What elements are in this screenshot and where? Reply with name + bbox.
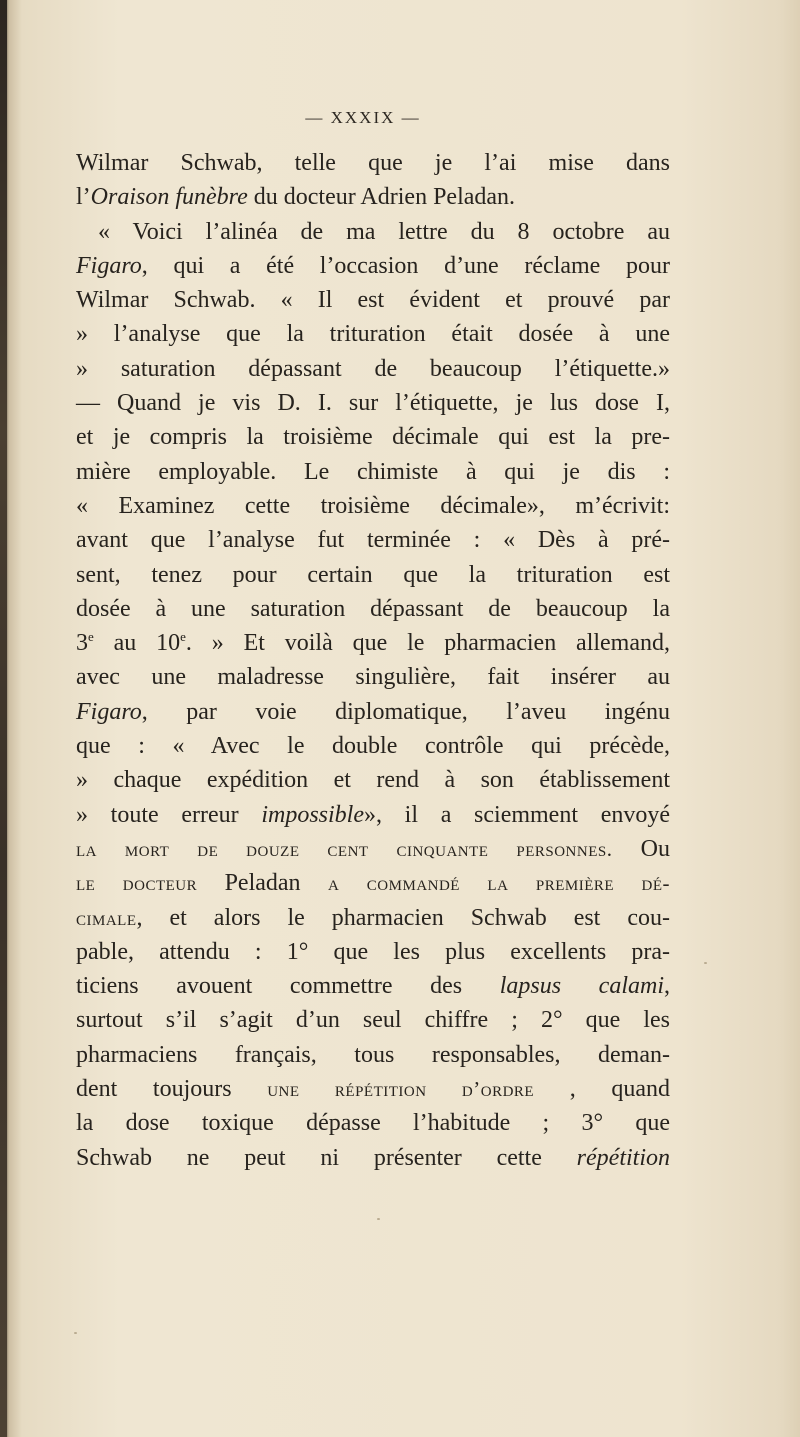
text-span: , et alors le pharmacien Schwab est cou-: [136, 904, 670, 931]
text-span: Ou: [612, 835, 670, 862]
text-line: [76, 558, 670, 592]
text-span: » saturation dépassant de beaucoup l’étiquette.»: [76, 355, 670, 382]
page-number-header: — XXXIX —: [305, 108, 421, 127]
text-line: [76, 1038, 670, 1072]
text-span: » chaque expédition et rend à son établissement: [76, 767, 670, 794]
text-line: [76, 386, 670, 420]
text-line: [76, 763, 670, 797]
text-line: [76, 969, 670, 1003]
text-span: pharmaciens français, tous responsables, deman-: [76, 1041, 670, 1068]
text-span: . » Et voilà que le pharmacien allemand,: [185, 630, 670, 657]
text-line: [76, 935, 670, 969]
text-span: « Examinez cette troisième décimale», m’écrivit:: [76, 492, 670, 519]
text-line: [76, 146, 670, 180]
small-caps-text: cimale: [76, 905, 137, 930]
text-span: dosée à une saturation dépassant de beaucoup la: [76, 595, 670, 622]
text-line: [76, 660, 670, 694]
paper-speck: [377, 1218, 380, 1220]
small-caps-text: une répétition d’ordre: [267, 1077, 535, 1102]
text-line: [76, 592, 670, 626]
text-span: surtout s’il s’agit d’un seul chiffre ; 2° que les: [76, 1007, 670, 1034]
text-span: Wilmar Schwab, telle que je l’ai mise dans: [76, 150, 670, 176]
text-span: , quand: [534, 1076, 670, 1103]
page-binding-edge: [0, 0, 7, 1437]
text-line: [76, 798, 670, 832]
text-span: Schwab ne peut ni présenter cette: [76, 1144, 577, 1171]
text-line: [76, 832, 670, 866]
text-line: [76, 283, 670, 317]
text-span: sent, tenez pour certain que la trituration est: [76, 561, 670, 588]
text-span: que : « Avec le double contrôle qui précède,: [76, 733, 670, 760]
text-span: , par voie diplomatique, l’aveu ingénu: [141, 698, 670, 725]
text-span: » l’analyse que la trituration était dosée à une: [76, 321, 670, 348]
text-line: [76, 215, 670, 249]
text-line: [76, 249, 670, 283]
text-span: l’: [76, 184, 91, 211]
text-span: » toute erreur: [76, 801, 262, 828]
text-line: [76, 489, 670, 523]
text-span: — Quand je vis D. I. sur l’étiquette, je lus dose I,: [76, 390, 670, 417]
text-span: ticiens avouent commettre des: [76, 973, 500, 1000]
paper-speck: [74, 1332, 77, 1334]
text-span: et je compris la troisième décimale qui est la pre-: [76, 424, 670, 451]
text-line: [76, 729, 670, 763]
text-line: [76, 695, 670, 729]
text-line: [76, 523, 670, 557]
paper-speck: [704, 962, 707, 964]
text-span: », il a sciemment envoyé: [364, 801, 670, 828]
text-line: [76, 352, 670, 386]
text-line: [76, 317, 670, 351]
superscript: e: [88, 629, 94, 645]
text-span: « Voici l’alinéa de ma lettre du 8 octobre au: [98, 218, 670, 245]
text-span: , qui a été l’occasion d’une réclame pour: [141, 252, 670, 279]
text-span: mière employable. Le chimiste à qui je dis :: [76, 458, 670, 485]
italic-text: Oraison funèbre: [90, 184, 248, 211]
text-span: avec une maladresse singulière, fait insérer au: [76, 664, 670, 691]
body-text: [76, 146, 670, 1175]
text-line: [76, 1106, 670, 1140]
small-caps-text: le docteur: [76, 871, 225, 896]
text-line: [76, 420, 670, 454]
text-line: [76, 1141, 670, 1175]
text-line: [76, 455, 670, 489]
italic-text: répétition: [576, 1144, 670, 1171]
text-span: Peladan: [224, 870, 301, 897]
text-line: [76, 1072, 670, 1106]
small-caps-text: la mort de douze cent cinquante personnes.: [76, 836, 613, 861]
text-line: [76, 626, 670, 660]
text-line: [76, 1003, 670, 1037]
text-span: dent toujours: [76, 1076, 268, 1103]
superscript: e: [180, 629, 186, 645]
text-line: [76, 866, 670, 900]
italic-text: Figaro: [76, 252, 142, 279]
small-caps-text: a commandé la première dé-: [300, 871, 670, 896]
italic-text: impossible: [261, 801, 364, 828]
italic-text: lapsus calami: [499, 973, 665, 1000]
text-span: la dose toxique dépasse l’habitude ; 3° que: [76, 1110, 670, 1137]
text-span: avant que l’analyse fut terminée : « Dès à pré-: [76, 527, 670, 554]
text-span: du docteur Adrien Peladan.: [247, 184, 516, 211]
italic-text: Figaro: [76, 698, 142, 725]
text-span: Wilmar Schwab. « Il est évident et prouvé par: [76, 287, 670, 314]
text-span: pable, attendu : 1° que les plus excellents pra-: [76, 938, 670, 965]
text-span: ,: [664, 973, 671, 1000]
text-span: au 10: [93, 630, 181, 657]
text-line: [76, 180, 670, 214]
text-line: [76, 901, 670, 935]
text-span: 3: [76, 630, 88, 657]
